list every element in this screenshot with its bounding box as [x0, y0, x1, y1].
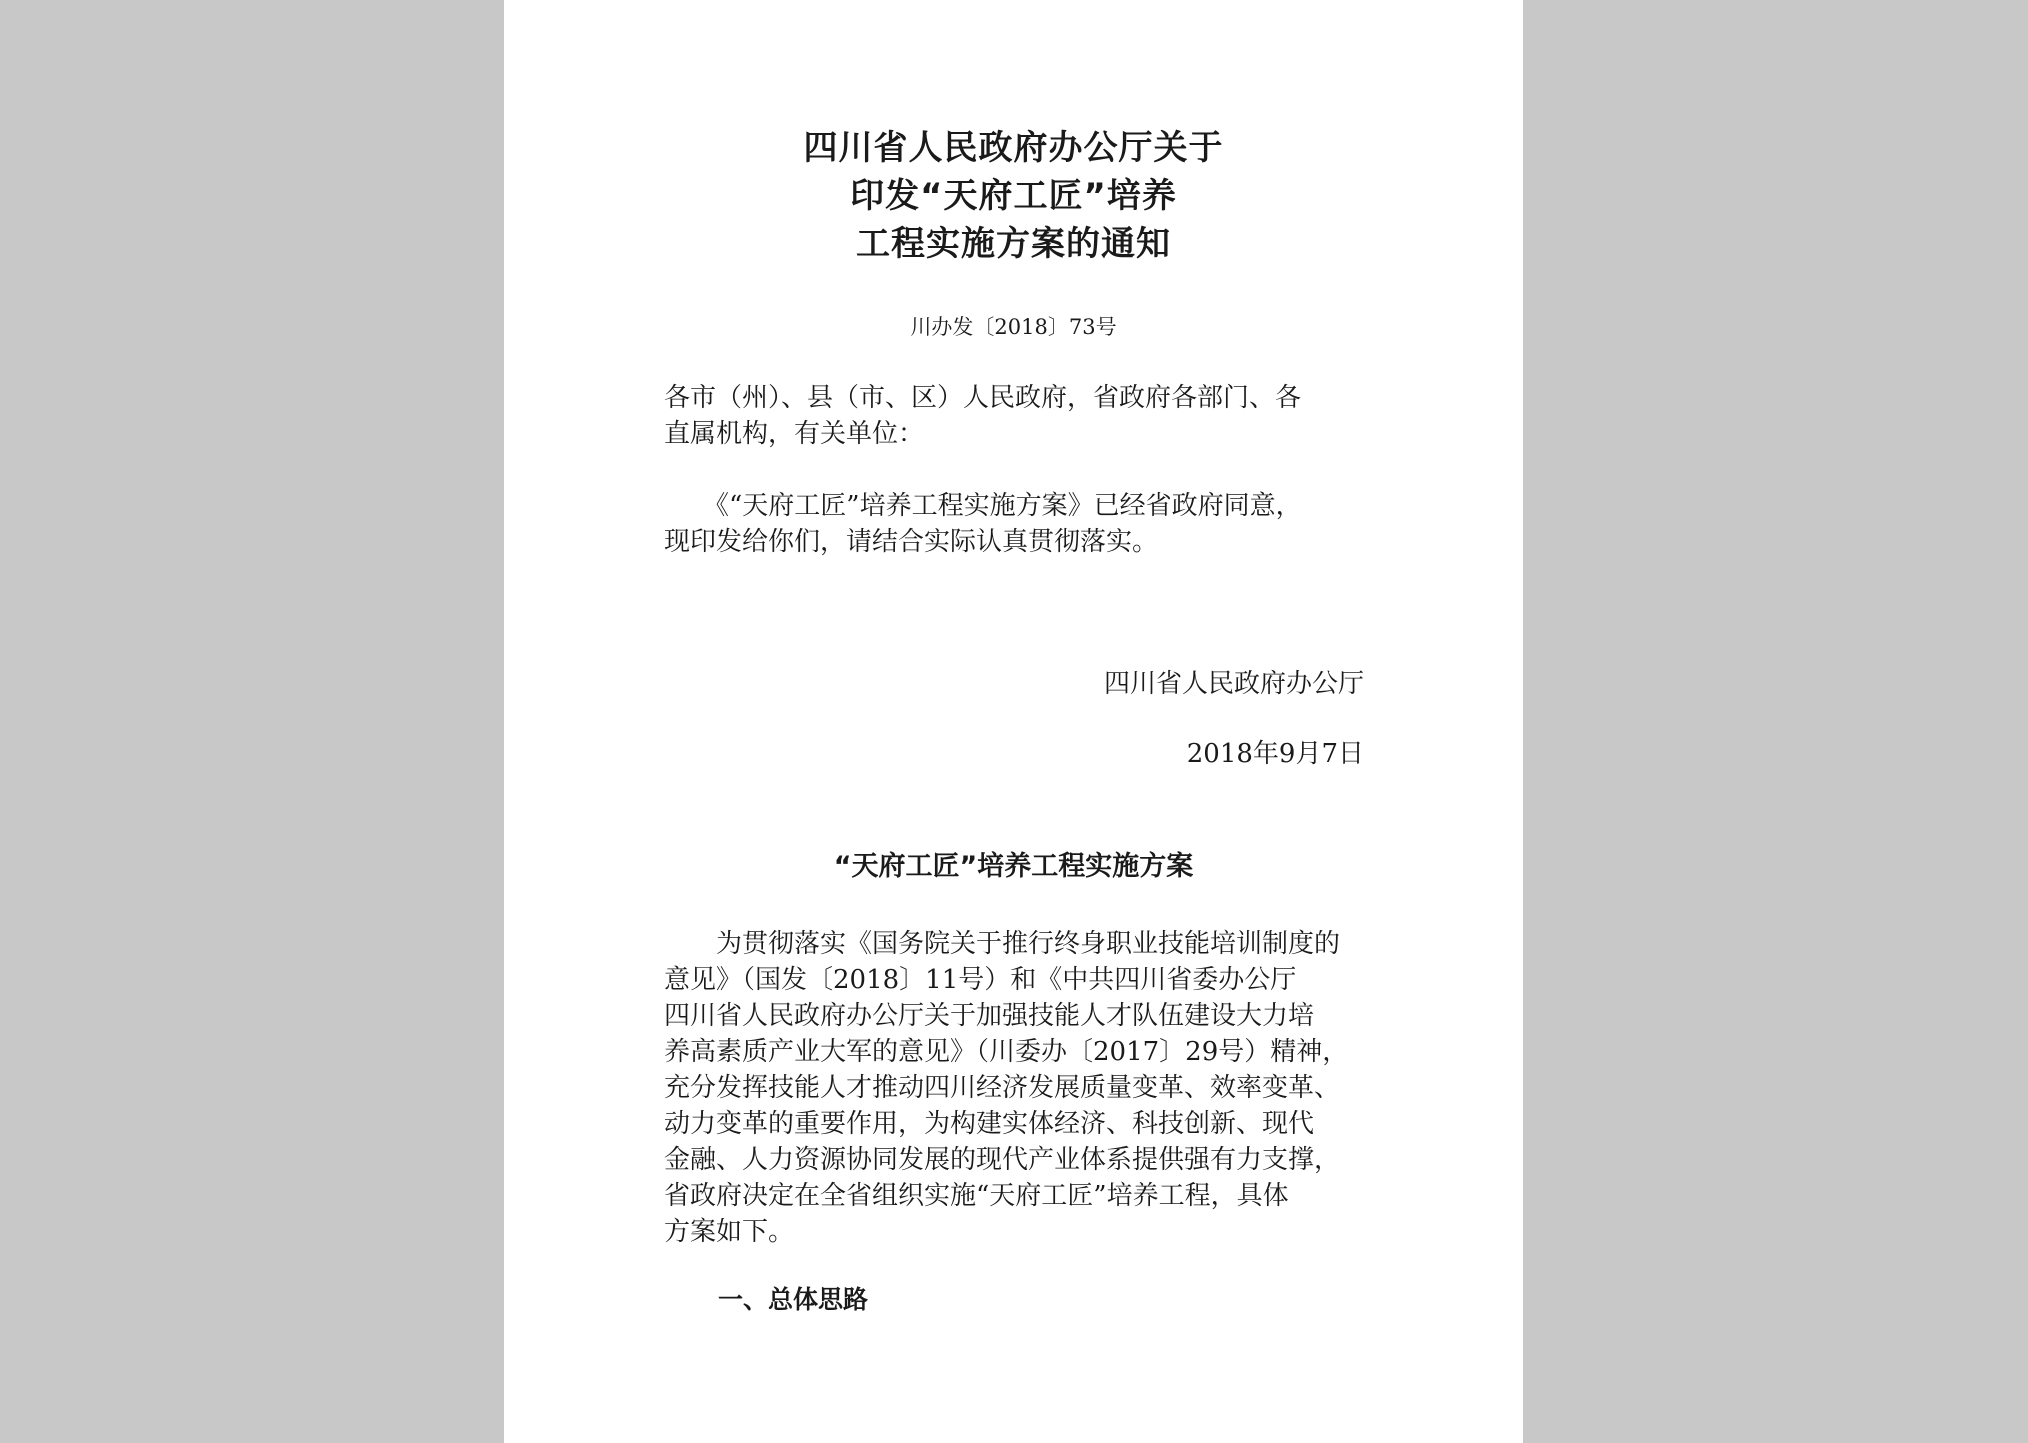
section-heading: 一、总体思路 [718, 1285, 869, 1314]
document-page [504, 0, 1523, 1443]
intro-paragraph [664, 488, 1364, 560]
body-line-1: 为贯彻落实《国务院关于推行终身职业技能培训制度的 [664, 929, 1341, 959]
plan-title: “天府工匠”培养工程实施方案 [833, 851, 1194, 882]
signature-date: 2018年9月7日 [1186, 739, 1364, 769]
document-number: 川办发〔2018〕73号 [910, 315, 1117, 339]
body-line-2: 意见》（国发〔2018〕11号）和《中共四川省委办公厅 [664, 965, 1297, 995]
signature-organization: 四川省人民政府办公厅 [1103, 669, 1364, 699]
title-line-2: 印发“天府工匠”培养 [850, 176, 1177, 216]
intro-line-2: 现印发给你们，请结合实际认真贯彻落实。 [664, 527, 1159, 557]
document-title [504, 124, 1523, 268]
addressee-line-1: 各市（州）、县（市、区）人民政府，省政府各部门、各 [664, 383, 1302, 413]
body-paragraph [664, 926, 1364, 1250]
body-line-3: 四川省人民政府办公厅关于加强技能人才队伍建设大力培 [664, 1001, 1315, 1031]
title-line-3: 工程实施方案的通知 [856, 224, 1171, 264]
addressee-block [664, 380, 1364, 452]
body-line-6: 动力变革的重要作用，为构建实体经济、科技创新、现代 [664, 1109, 1315, 1139]
body-line-9: 方案如下。 [664, 1217, 795, 1247]
intro-line-1: 《“天府工匠”培养工程实施方案》已经省政府同意， [664, 491, 1302, 521]
body-line-8: 省政府决定在全省组织实施“天府工匠”培养工程，具体 [664, 1181, 1289, 1211]
addressee-line-2: 直属机构，有关单位： [664, 419, 925, 449]
body-line-7: 金融、人力资源协同发展的现代产业体系提供强有力支撑， [664, 1145, 1341, 1175]
title-line-1: 四川省人民政府办公厅关于 [803, 128, 1224, 168]
body-line-5: 充分发挥技能人才推动四川经济发展质量变革、效率变革、 [664, 1073, 1341, 1103]
body-line-4: 养高素质产业大军的意见》（川委办〔2017〕29号）精神， [664, 1037, 1349, 1067]
